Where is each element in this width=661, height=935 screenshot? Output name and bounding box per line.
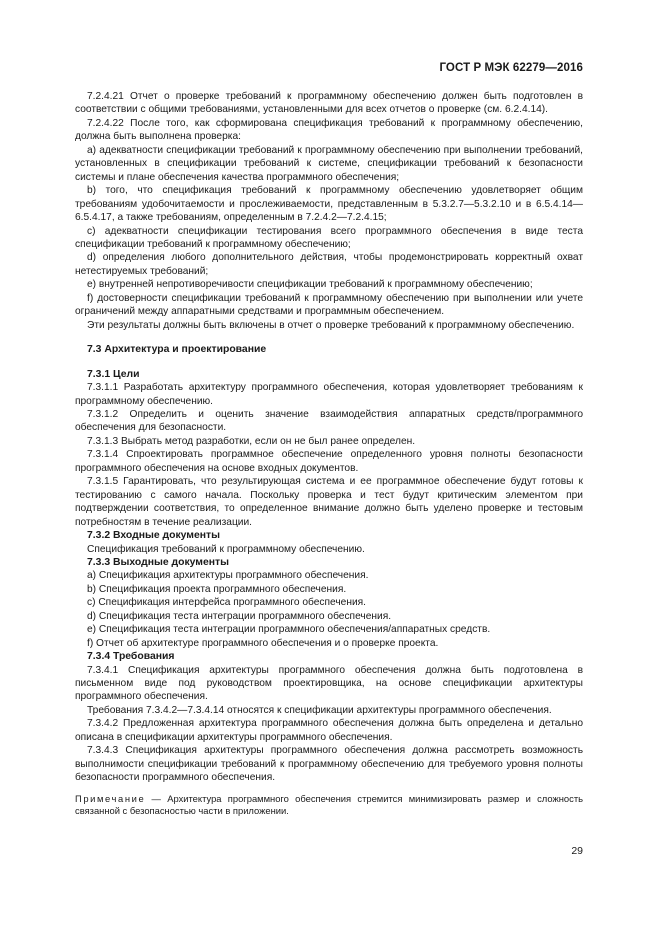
- list-item: e) внутренней непротиворечивости спецификации требований к программному обеспечению;: [87, 279, 533, 291]
- subsection-heading: 7.3.2 Входные документы: [87, 530, 220, 542]
- paragraph: 7.3.4.1 Спецификация архитектуры программного обеспечения должна быть подготовлена в письменном виде под руководством проектировщика, на основе спецификации архитектуры программного обеспечения.: [75, 664, 583, 703]
- list-item: c) Спецификация интерфейса программного обеспечения.: [87, 597, 367, 609]
- paragraph: Спецификация требований к программному обеспечению.: [87, 543, 365, 555]
- paragraph: 7.2.4.22 После того, как сформирована спецификация требований к программному обеспечению, должна быть выполнена проверка:: [75, 117, 583, 143]
- document-header: ГОСТ Р МЭК 62279—2016: [439, 62, 583, 74]
- paragraph: 7.3.1.5 Гарантировать, что результирующая система и ее программное обеспечение будут готовы к тестированию с самого начала. Поскольку проверка и тест будут критическим элементом при подтверждении соответствия, то определенное внимание должно быть уделено проверке и тестовым потребностям в течение реализации.: [75, 476, 583, 528]
- page-number: 29: [571, 845, 583, 857]
- paragraph: 7.3.4.2 Предложенная архитектура программного обеспечения должна быть определена и детально описана в спецификации архитектуры программного обеспечения.: [75, 718, 583, 743]
- list-item: e) Спецификация теста интеграции программного обеспечения/аппаратных средств.: [87, 624, 491, 636]
- list-item: b) того, что спецификация требований к программному обеспечению удовлетворяет общим требованиям удобочитаемости и прослеживаемости, представленным в 5.3.2.7—5.3.2.10 и в 6.5.4.14—6.5.4.17, а также требованиям, определенным в 7.2.4.2—7.2.4.15;: [75, 185, 583, 224]
- list-item: d) Спецификация теста интеграции программного обеспечения.: [87, 610, 392, 622]
- subsection-heading: 7.3.3 Выходные документы: [87, 556, 230, 568]
- note: [75, 793, 583, 818]
- list-item: f) достоверности спецификации требований к программному обеспечению при выполнении или учете ограничений между аппаратными средствами и программным обеспечением.: [75, 292, 583, 318]
- paragraph: 7.3.4.3 Спецификация архитектуры программного обеспечения должна рассмотреть возможность выполнимости спецификации требований к программному обеспечению для требуемого уровня полноты безопасности программного обеспечения.: [75, 745, 583, 784]
- list-item: a) Спецификация архитектуры программного обеспечения.: [87, 570, 369, 582]
- subsection-heading: 7.3.4 Требования: [87, 651, 175, 663]
- list-item: f) Отчет об архитектуре программного обеспечения и о проверке проекта.: [87, 637, 439, 649]
- list-item: a) адекватности спецификации требований к программному обеспечению при выполнении требований, установленных в спецификации требований к системе, спецификации требований к безопасности системы и плане обеспечения качества программного обеспечения;: [75, 144, 583, 183]
- note-text: — Архитектура программного обеспечения стремится минимизировать размер и сложность связанной с безопасностью части в приложении.: [75, 792, 583, 817]
- document-body: [75, 90, 583, 818]
- paragraph: 7.3.1.1 Разработать архитектуру программного обеспечения, которая удовлетворяет требованиям к программному обеспечению.: [75, 382, 583, 407]
- list-item: b) Спецификация проекта программного обеспечения.: [87, 583, 347, 595]
- list-item: d) определения любого дополнительного действия, чтобы продемонстрировать корректный охват нетестируемых требований;: [75, 252, 583, 277]
- section-heading: 7.3 Архитектура и проектирование: [87, 344, 267, 356]
- paragraph: 7.3.1.4 Спроектировать программное обеспечение определенного уровня полноты безопасности программного обеспечения на основе входных документов.: [75, 449, 583, 474]
- paragraph: 7.3.1.3 Выбрать метод разработки, если он не был ранее определен.: [87, 435, 416, 447]
- list-item: c) адекватности спецификации тестирования всего программного обеспечения в виде теста спецификации требований к программному обеспечению;: [75, 225, 583, 250]
- paragraph: 7.3.1.2 Определить и оценить значение взаимодействия аппаратных средств/программного обеспечения для безопасности.: [75, 408, 583, 434]
- paragraph: Требования 7.3.4.2—7.3.4.14 относятся к спецификации архитектуры программного обеспечения.: [87, 704, 552, 716]
- note-label: Примечание: [75, 792, 146, 804]
- subsection-heading: 7.3.1 Цели: [87, 368, 140, 380]
- paragraph: 7.2.4.21 Отчет о проверке требований к программному обеспечению должен быть подготовлен в соответствии с общими требованиями, установленными для всех отчетов о проверке (см. 6.2.4.14).: [75, 91, 583, 116]
- paragraph: Эти результаты должны быть включены в отчет о проверке требований к программному обеспечению.: [87, 319, 575, 331]
